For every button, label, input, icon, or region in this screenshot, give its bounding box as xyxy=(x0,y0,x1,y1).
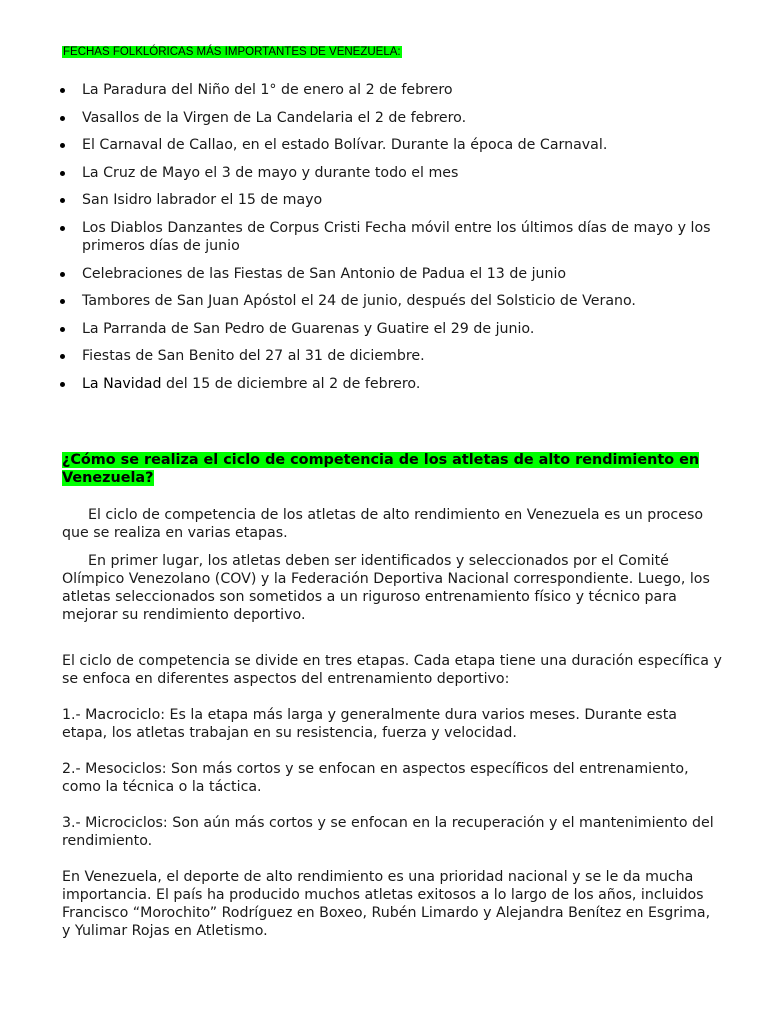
bullet-icon xyxy=(60,272,65,277)
list-item xyxy=(60,81,720,99)
list-item xyxy=(60,375,720,393)
list-item xyxy=(60,265,720,283)
paragraph-mesociclos: 2.- Mesociclos: Son más cortos y se enfocan en aspectos específicos del entrenamiento, como la técnica o la táctica. xyxy=(62,761,689,795)
list-item-text: El Carnaval de Callao, en el estado Bolívar. Durante la época de Carnaval. xyxy=(82,137,608,154)
festivals-heading-text: FECHAS FOLKLÓRICAS MÁS IMPORTANTES DE VENEZUELA: xyxy=(63,46,401,58)
festivals-list xyxy=(60,81,720,403)
list-item xyxy=(60,347,720,365)
list-item-text: Fiestas de San Benito del 27 al 31 de diciembre. xyxy=(82,348,425,365)
paragraph-selection: En primer lugar, los atletas deben ser identificados y seleccionados por el Comité Olímpico Venezolano (COV) y la Federación Deportiva Nacional correspondiente. Luego, los atletas seleccionados son sometidos a un riguroso entrenamiento físico y técnico para mejorar su rendimiento deportivo. xyxy=(62,553,710,623)
list-item-text: Tambores de San Juan Apóstol el 24 de junio, después del Solsticio de Verano. xyxy=(82,293,636,310)
bullet-icon xyxy=(60,198,65,203)
list-item xyxy=(60,164,720,182)
bullet-icon xyxy=(60,327,65,332)
cycle-heading xyxy=(62,451,722,487)
paragraph-stages: El ciclo de competencia se divide en tres etapas. Cada etapa tiene una duración específica y se enfoca en diferentes aspectos del entrenamiento deportivo: xyxy=(62,653,722,687)
list-item xyxy=(60,109,720,127)
paragraph-macrociclo: 1.- Macrociclo: Es la etapa más larga y generalmente dura varios meses. Durante esta etapa, los atletas trabajan en su resistencia, fuerza y velocidad. xyxy=(62,707,677,741)
list-item-text: San Isidro labrador el 15 de mayo xyxy=(82,192,323,209)
paragraph-intro: El ciclo de competencia de los atletas de alto rendimiento en Venezuela es un proceso que se realiza en varias etapas. xyxy=(62,507,704,541)
bullet-icon xyxy=(60,226,65,231)
bullet-icon xyxy=(60,354,65,359)
list-item-text: Celebraciones de las Fiestas de San Antonio de Padua el 13 de junio xyxy=(82,265,567,282)
list-item-text: Vasallos de la Virgen de La Candelaria el 2 de febrero. xyxy=(82,109,467,126)
navidad-link[interactable]: La Navidad xyxy=(82,375,162,392)
paragraph-microciclos: 3.- Microciclos: Son aún más cortos y se enfocan en la recuperación y el mantenimiento del rendimiento. xyxy=(62,815,714,849)
festivals-heading xyxy=(62,44,402,60)
list-item xyxy=(60,320,720,338)
list-item xyxy=(60,191,720,209)
list-item xyxy=(60,219,720,255)
list-item-text: La Cruz de Mayo el 3 de mayo y durante todo el mes xyxy=(82,164,459,181)
bullet-icon xyxy=(60,299,65,304)
list-item xyxy=(60,136,720,154)
list-item-text: La Parranda de San Pedro de Guarenas y Guatire el 29 de junio. xyxy=(82,320,535,337)
cycle-heading-text: ¿Cómo se realiza el ciclo de competencia de los atletas de alto rendimiento en Venezuela? xyxy=(62,452,700,486)
bullet-icon xyxy=(60,88,65,93)
list-item xyxy=(60,292,720,310)
bullet-icon xyxy=(60,116,65,121)
paragraph-conclusion: En Venezuela, el deporte de alto rendimiento es una prioridad nacional y se le da mucha importancia. El país ha producido muchos atletas exitosos a lo largo de los años, incluidos Francisco “Morochito” Rodríguez en Boxeo, Rubén Limardo y Alejandra Benítez en Esgrima, y Yulimar Rojas en Atletismo. xyxy=(62,869,711,939)
bullet-icon xyxy=(60,171,65,176)
list-item-text: Los Diablos Danzantes de Corpus Cristi Fecha móvil entre los últimos días de mayo y los primeros días de junio xyxy=(82,219,711,254)
bullet-icon xyxy=(60,143,65,148)
bullet-icon xyxy=(60,382,65,387)
list-item-text: del 15 de diciembre al 2 de febrero. xyxy=(161,375,421,392)
list-item-text: La Paradura del Niño del 1° de enero al 2 de febrero xyxy=(82,82,453,98)
